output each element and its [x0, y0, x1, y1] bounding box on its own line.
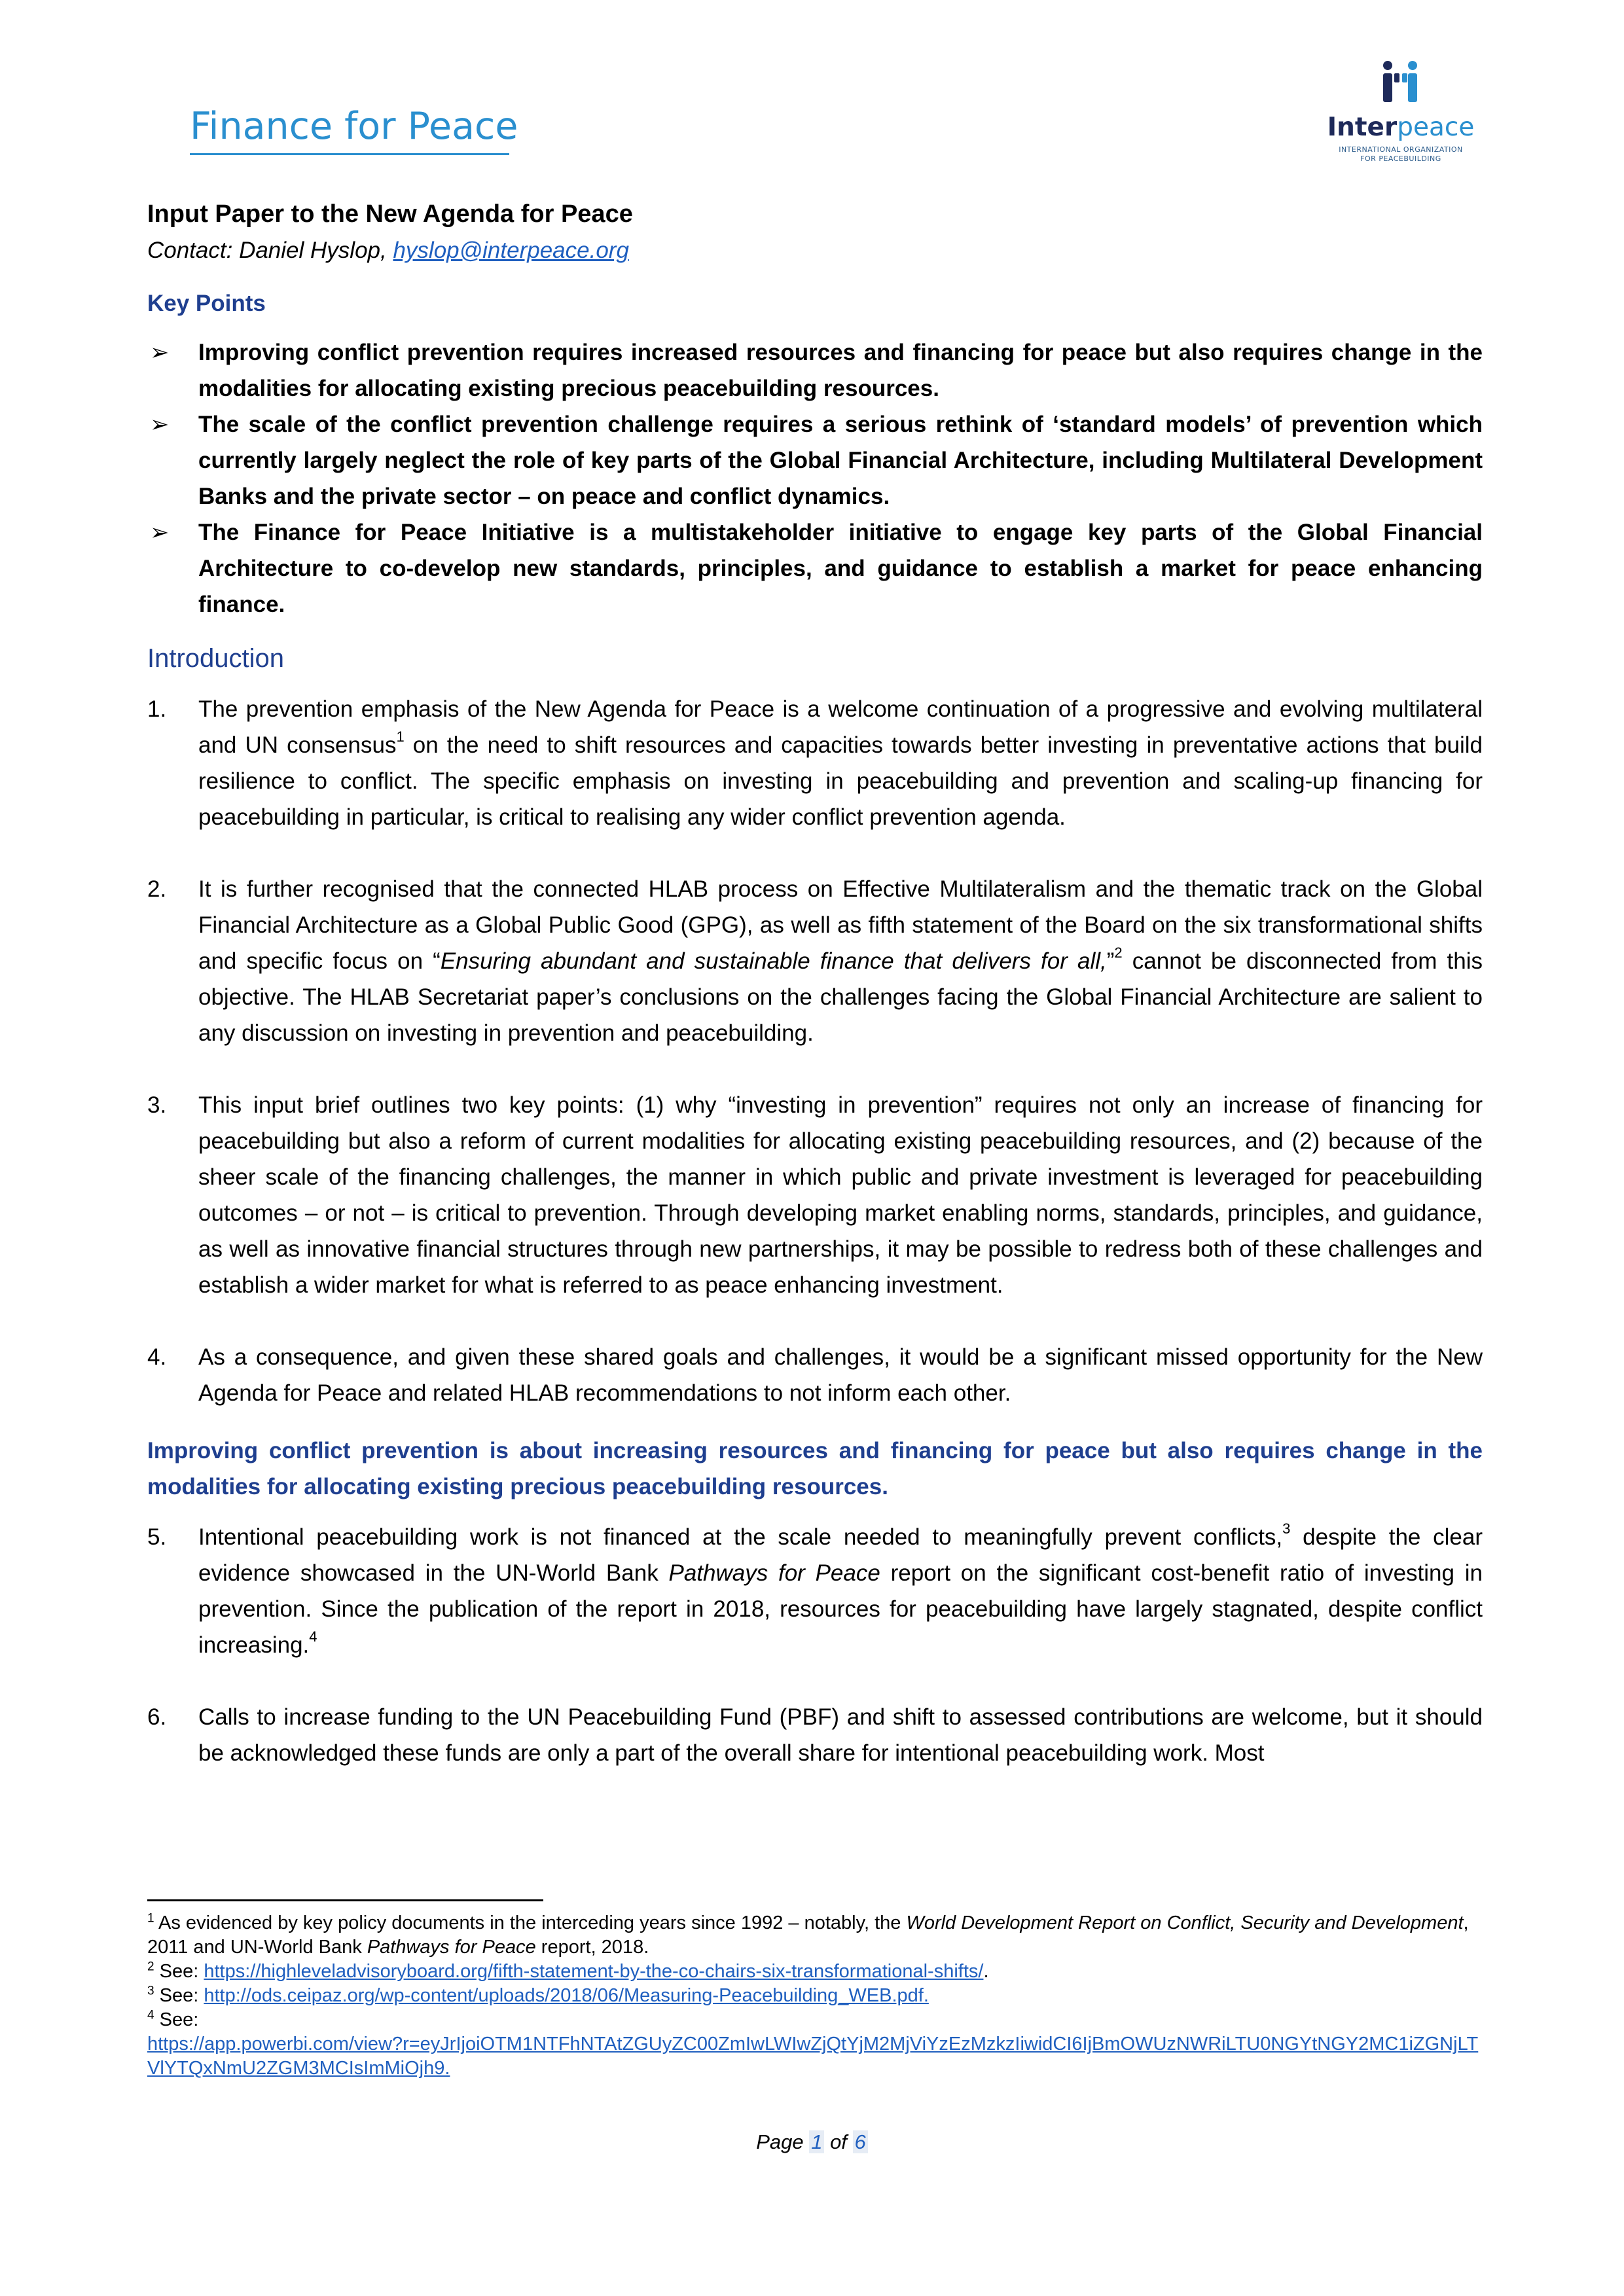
interpeace-people-icon	[1380, 60, 1422, 106]
paragraph-number: 5.	[147, 1524, 167, 1550]
footnote-ref[interactable]: 3	[1282, 1520, 1291, 1537]
interpeace-logo	[1326, 60, 1476, 165]
paragraph-3	[147, 1087, 1483, 1303]
footnote-ref[interactable]: 4	[309, 1628, 317, 1645]
page-number	[0, 2130, 1624, 2154]
logo-wordmark-accent: peace	[1397, 113, 1475, 142]
footnote-text: See:	[154, 1961, 204, 1982]
logo-wordmark-main: Inter	[1327, 113, 1398, 142]
footnote-text: See:	[154, 2009, 199, 2030]
key-point-text: The Finance for Peace Initiative is a multistakeholder initiative to engage key parts of the Global Financial Architecture to co-develop new standards, principles, and guidance to establish a market for peace enhancing finance.	[198, 520, 1483, 617]
footnote-separator	[147, 1899, 543, 1901]
contact-email-link[interactable]: hyslop@interpeace.org	[393, 238, 629, 263]
logo-subtitle-line2: FOR PEACEBUILDING	[1360, 154, 1441, 163]
paragraph-text: despite the clear evidence showcased in the UN-World Bank	[198, 1524, 1483, 1586]
footnote-emphasis: World Development Report on Conflict, Security and Development	[906, 1912, 1464, 1933]
key-point	[147, 514, 1483, 622]
paragraph-text: The prevention emphasis of the New Agenda for Peace is a welcome continuation of a progressive and evolving multilateral and UN consensus	[198, 696, 1483, 758]
footnote-text: As evidenced by key policy documents in the interceding years since 1992 – notably, the	[154, 1912, 907, 1933]
footnote-2	[147, 1960, 1483, 1984]
paragraph-1	[147, 691, 1483, 835]
footnote-number: 1	[147, 1911, 154, 1926]
footnote-ref[interactable]: 1	[396, 728, 405, 745]
key-point	[147, 334, 1483, 406]
footnote-4	[147, 2008, 1483, 2081]
key-point-text: The scale of the conflict prevention challenge requires a serious rethink of ‘standard models’ of prevention which currently largely neglect the role of key parts of the Global Financial Architecture, including Multilateral Development Banks and the private sector – on peace and conflict dynamics.	[198, 412, 1483, 509]
key-point-text: Improving conflict prevention requires increased resources and financing for peace but also requires change in the modalities for allocating existing precious peacebuilding resources.	[198, 340, 1483, 401]
paragraph-number: 1.	[147, 696, 167, 722]
paragraph-emphasis: Ensuring abundant and sustainable finance that delivers for all,	[440, 948, 1107, 974]
paragraph-text: cannot be disconnected from this objective. The HLAB Secretariat paper’s conclusions on the challenges facing the Global Financial Architecture are salient to any discussion on investing in prevention and peacebuilding.	[198, 948, 1483, 1046]
arrow-bullet-icon: ➢	[150, 340, 170, 365]
footnote-1	[147, 1911, 1483, 1960]
paragraph-number: 6.	[147, 1704, 167, 1730]
logo-subtitle	[1326, 145, 1476, 164]
paragraph-5	[147, 1519, 1483, 1663]
paragraph-text: report on the significant cost-benefit ratio of investing in prevention. Since the publication of the report in 2018, resources for peacebuilding have largely stagnated, despite conflict increasing.	[198, 1560, 1483, 1658]
paragraph-2	[147, 871, 1483, 1051]
logo-subtitle-line1: INTERNATIONAL ORGANIZATION	[1339, 145, 1463, 154]
footnote-number: 2	[147, 1960, 154, 1974]
footnote-link[interactable]: http://ods.ceipaz.org/wp-content/uploads/2018/06/Measuring-Peacebuilding_WEB.pdf.	[204, 1985, 929, 2006]
page-label: Page	[756, 2130, 810, 2153]
paragraph-number: 3.	[147, 1092, 167, 1118]
paragraph-text: Calls to increase funding to the UN Peacebuilding Fund (PBF) and shift to assessed contributions are welcome, but it should be acknowledged these funds are only a part of the overall share for intentional peacebuilding work. Most	[198, 1704, 1483, 1766]
arrow-bullet-icon: ➢	[150, 412, 170, 437]
contact-line	[147, 232, 1483, 268]
current-page: 1	[809, 2130, 824, 2153]
page-of-label: of	[824, 2130, 853, 2153]
paragraph-number: 2.	[147, 876, 167, 902]
brand-underline	[190, 153, 509, 155]
paragraph-text: Intentional peacebuilding work is not financed at the scale needed to meaningfully prevent conflicts,	[198, 1524, 1283, 1550]
footnote-ref[interactable]: 2	[1114, 944, 1123, 961]
paragraph-text: ”	[1106, 948, 1115, 974]
footnote-text: .	[983, 1961, 989, 1982]
section-subheading: Improving conflict prevention is about increasing resources and financing for peace but also requires change in the modalities for allocating existing precious peacebuilding resources.	[147, 1438, 1483, 1499]
paragraph-4	[147, 1339, 1483, 1411]
footnote-number: 3	[147, 1984, 154, 1998]
footnote-text: report, 2018.	[535, 1937, 649, 1958]
arrow-bullet-icon: ➢	[150, 520, 170, 545]
paragraph-text: As a consequence, and given these shared goals and challenges, it would be a significant missed opportunity for the New Agenda for Peace and related HLAB recommendations to not inform each other.	[198, 1344, 1483, 1406]
introduction-heading: Introduction	[147, 644, 285, 673]
key-points-list	[147, 334, 1483, 622]
footnote-link[interactable]: https://app.powerbi.com/view?r=eyJrIjoiOTM1NTFhNTAtZGUyZC00ZmIwLWIwZjQtYjM2MjViYzEzMzkzIiwidCI6IjBmOWUzNWRiLTU0NGYtNGY2MC1iZGNjLTVlYTQxNmU2ZGM3MCIsImMiOjh9.	[147, 2034, 1479, 2079]
paragraph-6	[147, 1699, 1483, 1771]
footnote-3	[147, 1984, 1483, 2008]
footnotes	[147, 1911, 1483, 2081]
footnote-link[interactable]: https://highleveladvisoryboard.org/fifth-statement-by-the-co-chairs-six-transformational-shifts/	[204, 1961, 984, 1982]
key-point	[147, 406, 1483, 514]
key-points-heading: Key Points	[147, 291, 266, 316]
brand-title: Finance for Peace	[190, 105, 518, 148]
paragraph-text: on the need to shift resources and capacities towards better investing in preventative actions that build resilience to conflict. The specific emphasis on investing in peacebuilding and prevention and scaling-up financing for peacebuilding in particular, is critical to realising any wider conflict prevention agenda.	[198, 732, 1483, 830]
footnote-emphasis: Pathways for Peace	[367, 1937, 536, 1958]
footnote-text: , 2011 and UN-World Bank	[147, 1912, 1469, 1958]
document-title: Input Paper to the New Agenda for Peace	[147, 200, 633, 228]
paragraph-text: It is further recognised that the connected HLAB process on Effective Multilateralism and the thematic track on the Global Financial Architecture as a Global Public Good (GPG), as well as fifth statement of the Board on the six transformational shifts and specific focus on “	[198, 876, 1483, 974]
paragraph-text: This input brief outlines two key points: (1) why “investing in prevention” requires not only an increase of financing for peacebuilding but also a reform of current modalities for allocating existing peacebuilding resources, and (2) because of the sheer scale of the financing challenges, the manner in which public and private investment is leveraged for peacebuilding outcomes – or not – is critical to prevention. Through developing market enabling norms, standards, principles, and guidance, as well as innovative financial structures through new partnerships, it may be possible to redress both of these challenges and establish a wider market for what is referred to as peace enhancing investment.	[198, 1092, 1483, 1298]
logo-wordmark	[1326, 113, 1476, 142]
contact-label: Contact: Daniel Hyslop,	[147, 238, 393, 263]
paragraph-number: 4.	[147, 1344, 167, 1370]
footnote-text: See:	[154, 1985, 204, 2006]
footnote-number: 4	[147, 2008, 154, 2022]
main-content	[147, 196, 1483, 1807]
total-pages: 6	[853, 2130, 868, 2153]
paragraph-emphasis: Pathways for Peace	[668, 1560, 880, 1586]
